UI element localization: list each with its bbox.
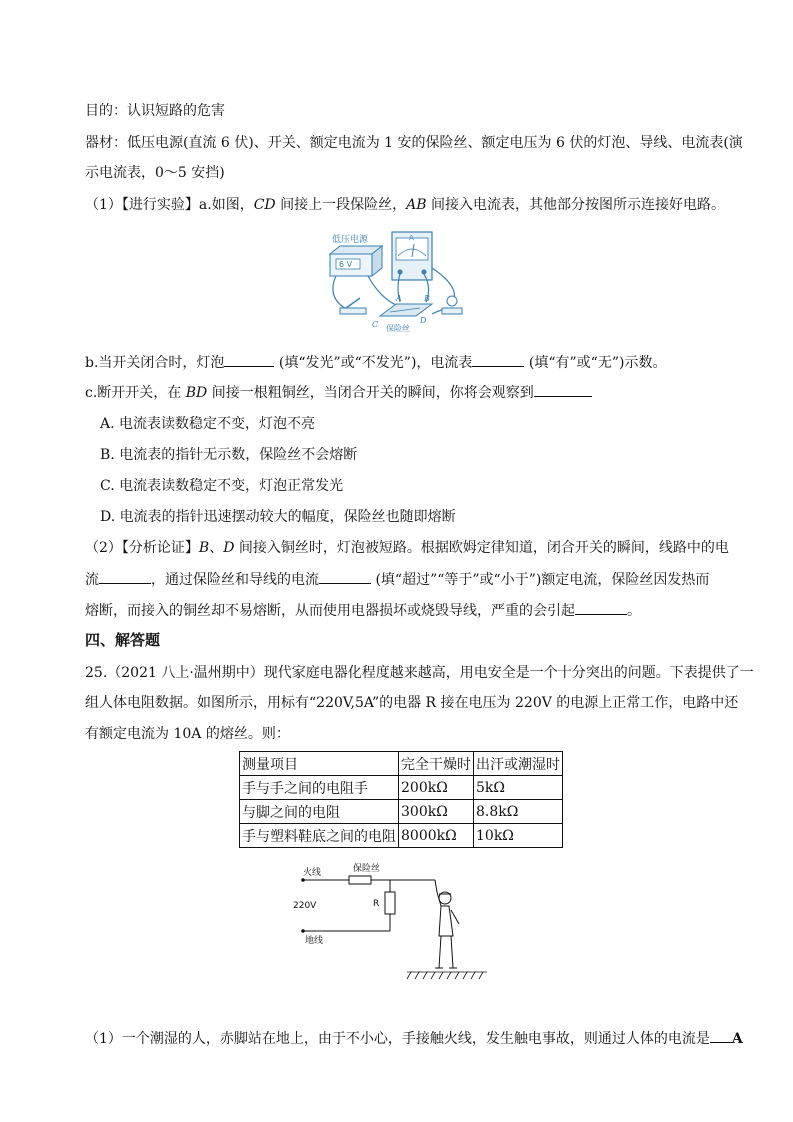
step2-line3-a: 熔断，而接入的铜丝却不易熔断，从而使用电器损坏或烧毁导线，严重的会引起 xyxy=(85,603,575,619)
step-b-line xyxy=(85,352,666,373)
equipment-line-2: 示电流表，0～5 安挡) xyxy=(85,165,225,181)
step2-line2-c: (填“超过”“等于”或“小于”)额定电流，保险丝因发热而 xyxy=(371,572,710,588)
step2-line1-rest: 间接入铜丝时，灯泡被短路。根据欧姆定律知道，闭合开关的瞬间，线路中的电 xyxy=(234,540,729,556)
q25-part1-unit: A xyxy=(731,1031,743,1047)
q25-part1-line xyxy=(85,1028,743,1049)
voltage-220-label: 220V xyxy=(293,901,317,911)
step2-line-3 xyxy=(85,600,641,621)
voltage-label: 6 V xyxy=(339,260,353,269)
section-title: 四、解答题 xyxy=(85,631,161,649)
step1-line xyxy=(85,195,725,215)
q25-part1-text: （1）一个潮湿的人，赤脚站在地上，由于不小心，手接触火线，发生触电事故，则通过人体的电流是 xyxy=(85,1031,710,1047)
option-b[interactable]: B. 电流表的指针无示数，保险丝不会熔断 xyxy=(100,447,358,463)
q25-line-2: 组人体电阻数据。如图所示，用标有“220V,5A”的电器 R 接在电压为 220V 的电源上正常工作，电路中还 xyxy=(85,695,739,711)
table-row xyxy=(240,776,563,800)
step1-mid: 间接上一段保险丝， xyxy=(275,197,407,213)
table-header: 完全干燥时 xyxy=(399,752,474,776)
table-cell: 8.8kΩ xyxy=(474,800,563,824)
option-d[interactable]: D. 电流表的指针迅速摆动较大的幅度，保险丝也随即熔断 xyxy=(100,509,456,525)
answer-blank-body-current[interactable] xyxy=(710,1028,732,1043)
q25-line-3: 有额定电流为 10A 的熔丝。则： xyxy=(85,726,290,742)
step-b-part1: b.当开关闭合时，灯泡 xyxy=(85,355,225,371)
point-d: D xyxy=(420,316,427,325)
answer-blank-observe[interactable] xyxy=(534,382,592,397)
step-c-part2: 间接一根粗铜丝，当闭合开关的瞬间，你将会观察到 xyxy=(207,385,534,401)
point-b: B xyxy=(424,294,430,303)
table-cell: 5kΩ xyxy=(474,776,563,800)
table-cell: 10kΩ xyxy=(474,824,563,848)
fuse-wire-label: 保险丝 xyxy=(353,864,381,874)
step1-prefix: （1）【进行实验】a.如图， xyxy=(85,197,254,213)
answer-blank-current[interactable] xyxy=(99,569,151,584)
purpose-line: 目的：认识短路的危害 xyxy=(85,103,225,119)
table-header: 出汗或潮湿时 xyxy=(474,752,563,776)
table-header-row xyxy=(240,752,563,776)
step-c-bd: BD xyxy=(185,385,208,401)
answer-blank-ammeter[interactable] xyxy=(472,352,524,367)
step-c-line xyxy=(85,382,592,403)
equipment-line-1: 器材：低压电源(直流 6 伏)、开关、额定电流为 1 安的保险丝、额定电压为 6 伏的灯泡、导线、电流表(演 xyxy=(85,135,743,151)
step1-ab: AB xyxy=(406,197,427,213)
ammeter-label: A xyxy=(409,234,414,242)
table-cell: 与脚之间的电阻 xyxy=(240,800,399,824)
q25-line-1: 25.（2021 八上·温州期中）现代家庭电器化程度越来越高，用电安全是一个十分突出的问题。下表提供了一 xyxy=(85,665,754,681)
experiment-circuit-figure xyxy=(320,228,470,343)
resistor-label: R xyxy=(373,899,380,909)
step2-line2-a: 流 xyxy=(85,572,99,588)
ground-wire-label: 地线 xyxy=(305,936,324,946)
step2-b: B xyxy=(198,540,210,556)
table-cell: 手与塑料鞋底之间的电阻 xyxy=(240,824,399,848)
table-cell: 300kΩ xyxy=(399,800,474,824)
step2-line2-b: ，通过保险丝和导线的电流 xyxy=(151,572,319,588)
resistance-table xyxy=(239,751,563,848)
table-cell: 8000kΩ xyxy=(399,824,474,848)
answer-blank-consequence[interactable] xyxy=(575,600,627,615)
electric-shock-figure xyxy=(285,858,495,986)
option-a[interactable]: A. 电流表读数稳定不变，灯泡不亮 xyxy=(100,416,316,432)
step2-line-2 xyxy=(85,569,709,590)
fuse-icon xyxy=(349,876,371,884)
step2-prefix: （2）【分析论证】 xyxy=(85,540,199,556)
table-header: 测量项目 xyxy=(240,752,399,776)
table-cell: 200kΩ xyxy=(399,776,474,800)
point-a: A xyxy=(396,294,402,303)
answer-blank-bulb[interactable] xyxy=(224,352,274,367)
step2-line-1 xyxy=(85,538,729,558)
option-c[interactable]: C. 电流表读数稳定不变，灯泡正常发光 xyxy=(100,478,344,494)
table-row xyxy=(240,800,563,824)
table-row xyxy=(240,824,563,848)
point-c: C xyxy=(372,320,379,329)
live-wire-label: 火线 xyxy=(303,868,322,878)
power-supply-icon xyxy=(330,246,382,276)
step1-suffix: 间接入电流表，其他部分按图所示连接好电路。 xyxy=(426,197,725,213)
answer-blank-compare[interactable] xyxy=(319,569,371,584)
step-b-part2: (填“发光”或“不发光”)，电流表 xyxy=(274,355,473,371)
step-c-part1: c.断开开关，在 xyxy=(85,385,186,401)
power-label: 低压电源 xyxy=(332,235,369,245)
fuse-label: 保险丝 xyxy=(386,324,410,333)
step2-d: D xyxy=(223,540,235,556)
resistor-icon xyxy=(385,892,395,914)
table-cell: 手与手之间的电阻手 xyxy=(240,776,399,800)
step-b-part3: (填“有”或“无”)示数。 xyxy=(524,355,667,371)
step2-line3-b: 。 xyxy=(627,603,641,619)
step2-sep: 、 xyxy=(209,540,224,556)
step1-cd: CD xyxy=(253,197,276,213)
